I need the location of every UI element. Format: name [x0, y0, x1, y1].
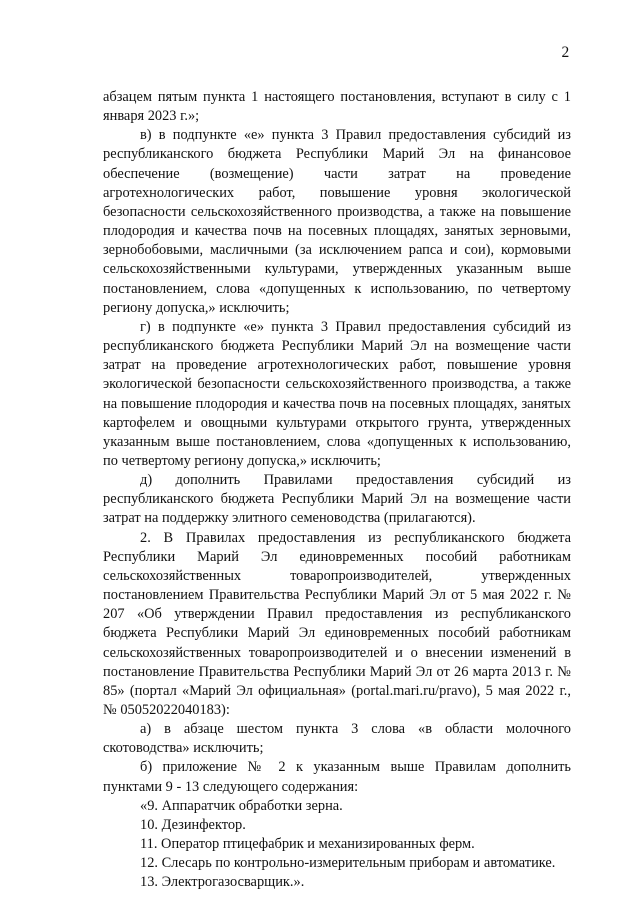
list-item-12: 12. Слесарь по контрольно-измерительным приборам и автоматике. [140, 855, 556, 872]
document-body [103, 88, 571, 893]
paragraph-continuation: абзацем пятым пункта 1 настоящего постановления, вступают в силу с 1 января 2023 г.»; [103, 89, 571, 125]
list-item-9: «9. Аппаратчик обработки зерна. [140, 797, 343, 814]
page-number: 2 [561, 44, 570, 61]
paragraph-item-g: г) в подпункте «е» пункта 3 Правил предоставления субсидий из республиканского бюджета Республики Марий Эл на возмещение части затрат на проведение агротехнологических работ, повышение уровня экологической безопасности сельскохозяйственного производства, а также на повышение плодородия и качества почв на посевных площадях, занятых картофелем и овощными культурами открытого грунта, утвержденных указанным выше постановлением, слова «допущенных к использованию, по четвертому региону допуска,» исключить; [103, 318, 571, 469]
paragraph-item-v: в) в подпункте «е» пункта 3 Правил предоставления субсидий из республиканского бюджета Республики Марий Эл на финансовое обеспечение (возмещение) части затрат на проведение агротехнологических работ, повышение уровня экологической безопасности сельскохозяйственного производства, а также на повышение плодородия и качества почв на посевных площадях, занятых зерновыми, зернобобовыми, масличными (за исключением рапса и сои), кормовыми сельскохозяйственными культурами, утвержденных указанным выше постановлением, слова «допущенных к использованию, по четвертому региону допуска,» исключить; [103, 127, 571, 316]
paragraph-item-b: б) приложение № 2 к указанным выше Правилам дополнить пунктами 9 - 13 следующего содержания: [103, 759, 571, 795]
paragraph-section-2: 2. В Правилах предоставления из республиканского бюджета Республики Марий Эл единовременных пособий работникам сельскохозяйственных товаропроизводителей, утвержденных постановлением Правительства Республики Марий Эл от 5 мая 2022 г. № 207 «Об утверждении Правил предоставления из республиканского бюджета Республики Марий Эл единовременных пособий работникам сельскохозяйственных товаропроизводителей и о внесении изменений в постановление Правительства Республики Марий Эл от 26 марта 2013 г. № 85» (портал «Марий Эл официальная» (portal.mari.ru/pravo), 5 мая 2022 г., № 05052022040183): [103, 529, 571, 718]
paragraph-item-d: д) дополнить Правилами предоставления субсидий из республиканского бюджета Республики Марий Эл на возмещение части затрат на поддержку элитного семеноводства (прилагаются). [103, 472, 571, 527]
list-item-10: 10. Дезинфектор. [140, 816, 246, 833]
paragraph-item-a: а) в абзаце шестом пункта 3 слова «в области молочного скотоводства» исключить; [103, 721, 571, 757]
list-item-11: 11. Оператор птицефабрик и механизированных ферм. [140, 836, 475, 853]
list-item-13: 13. Электрогазосварщик.». [140, 874, 305, 891]
